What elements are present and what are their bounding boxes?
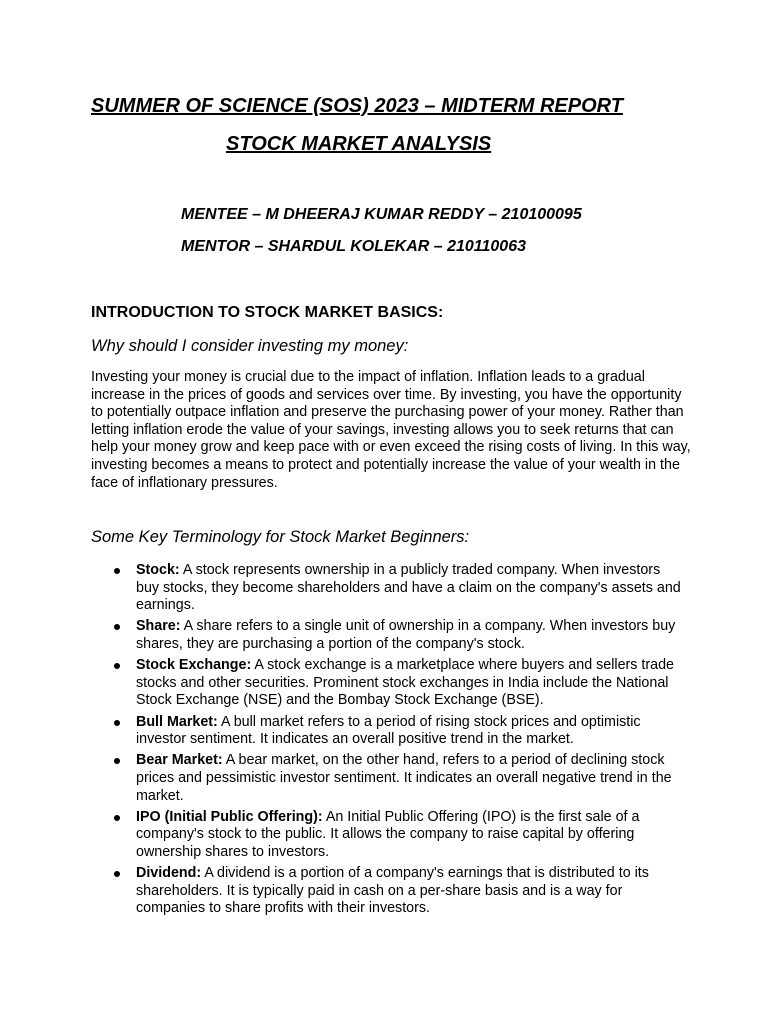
mentee-line: MENTEE – M DHEERAJ KUMAR REDDY – 210100095: [181, 206, 582, 223]
list-item: [136, 809, 684, 862]
term-definition: A dividend is a portion of a company's earnings that is distributed to its shareholders. It is typically paid in cash on a per-share basis and is a way for companies to share profits with their investors.: [136, 865, 649, 917]
term-definition: A stock exchange is a marketplace where buyers and sellers trade stocks and other securities. Prominent stock exchanges in India include the National Stock Exchange (NSE) and the Bombay Stock Exchange (BSE).: [136, 657, 674, 709]
list-item: [136, 752, 684, 805]
document-subtitle: STOCK MARKET ANALYSIS: [226, 133, 492, 155]
section-heading: INTRODUCTION TO STOCK MARKET BASICS:: [91, 304, 444, 321]
term-label: Bear Market:: [136, 752, 223, 769]
term-label: Share:: [136, 618, 181, 635]
term-label: IPO (Initial Public Offering):: [136, 808, 323, 825]
terms-heading: Some Key Terminology for Stock Market Beginners:: [91, 528, 470, 546]
term-definition: An Initial Public Offering (IPO) is the first sale of a company's stock to the public. It allows the company to raise capital by offering ownership shares to investors.: [136, 808, 640, 860]
term-label: Stock:: [136, 562, 180, 578]
term-definition: A share refers to a single unit of ownership in a company. When investors buy shares, they are purchasing a portion of the company's stock.: [136, 618, 676, 652]
list-item: [136, 865, 684, 918]
term-definition: A stock represents ownership in a publicly traded company. When investors buy stocks, they become shareholders and have a claim on the company's assets and earnings.: [136, 562, 681, 614]
intro-paragraph: Investing your money is crucial due to the impact of inflation. Inflation leads to a gradual increase in the prices of goods and services over time. By investing, you have the opportunity to potentially outpace inflation and preserve the purchasing power of your money. Rather than letting inflation erode the value of your savings, investing allows you to seek returns that can help your money grow and keep pace with or even exceed the rising costs of living. In this way, investing becomes a means to protect and potentially increase the value of your wealth in the face of inflationary pressures.: [91, 369, 691, 491]
document-title: SUMMER OF SCIENCE (SOS) 2023 – MIDTERM REPORT: [91, 95, 623, 117]
term-label: Stock Exchange:: [136, 657, 252, 674]
list-item: [136, 657, 684, 710]
term-definition: A bear market, on the other hand, refers to a period of declining stock prices and pessimistic investor sentiment. It indicates an overall negative trend in the market.: [136, 752, 672, 804]
list-item: [136, 714, 684, 749]
term-label: Bull Market:: [136, 713, 218, 730]
term-definition: A bull market refers to a period of rising stock prices and optimistic investor sentiment. It indicates an overall positive trend in the market.: [136, 713, 641, 748]
list-item: [136, 618, 684, 653]
terminology-list: [136, 562, 684, 921]
mentor-line: MENTOR – SHARDUL KOLEKAR – 210110063: [181, 238, 526, 255]
question-heading: Why should I consider investing my money:: [91, 337, 409, 355]
term-label: Dividend:: [136, 865, 202, 882]
list-item: [136, 562, 684, 615]
